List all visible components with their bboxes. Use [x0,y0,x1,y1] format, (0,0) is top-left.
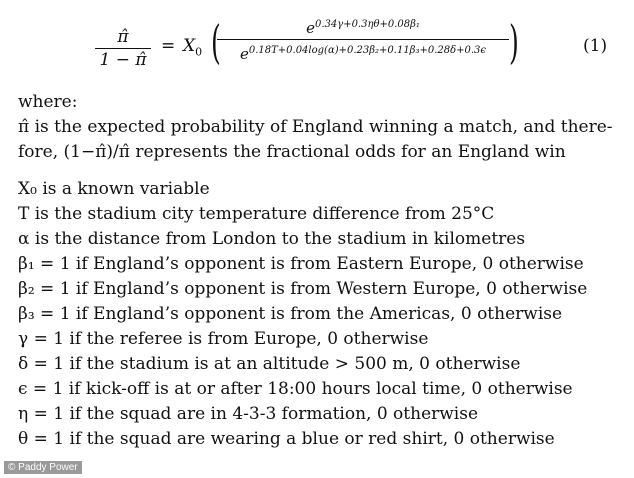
left-paren: ( [211,15,221,69]
variable-line: β₃ = 1 if England’s opponent is from the Americas, 0 otherwise [18,304,563,324]
lhs-fraction [95,26,151,71]
x0-base: X [183,36,196,56]
numerator-exponent: 0.34γ+0.3ηθ+0.08β₁ [314,19,420,30]
definition-line: π̂ is the expected probability of England winning a match, and there- [18,117,613,137]
variable-line: θ = 1 if the squad are wearing a blue or red shirt, 0 otherwise [18,429,555,449]
rhs-numerator [217,14,509,39]
rhs-fraction [217,14,509,65]
definition-line: fore, (1−π̂)/π̂ represents the fractional odds for an England win [18,142,566,162]
lhs-denominator: 1 − π̂ [99,50,147,70]
variable-line: γ = 1 if the referee is from Europe, 0 otherwise [18,329,429,349]
numerator-base: e [306,19,315,37]
explanation [18,90,616,452]
spacer [18,165,616,177]
denominator-exponent: 0.18T+0.04log(α)+0.23β₂+0.11β₃+0.28δ+0.3ϵ [248,45,487,56]
variable-line: β₁ = 1 if England’s opponent is from Eastern Europe, 0 otherwise [18,254,584,274]
variable-line: β₂ = 1 if England’s opponent is from Western Europe, 0 otherwise [18,279,588,299]
equation-number: (1) [583,36,608,56]
variable-line: X₀ is a known variable [18,179,210,199]
formula [95,8,615,78]
variable-line: δ = 1 if the stadium is at an altitude > 500 m, 0 otherwise [18,354,521,374]
variable-line: ϵ = 1 if kick-off is at or after 18:00 hours local time, 0 otherwise [18,379,573,399]
rhs-denominator [217,40,509,65]
copyright-watermark: © Paddy Power [4,461,82,474]
denominator-base: e [239,45,249,63]
variable-line: T is the stadium city temperature difference from 25°C [18,204,495,224]
variable-line: α is the distance from London to the stadium in kilometres [18,229,526,249]
equals-sign: = [161,36,176,56]
x0-subscript: 0 [195,45,203,59]
right-paren: ) [509,15,519,69]
lhs-numerator: π̂ [117,27,129,47]
variable-line: η = 1 if the squad are in 4-3-3 formation, 0 otherwise [18,404,479,424]
where-label: where: [18,92,78,112]
x0-symbol [183,36,202,58]
